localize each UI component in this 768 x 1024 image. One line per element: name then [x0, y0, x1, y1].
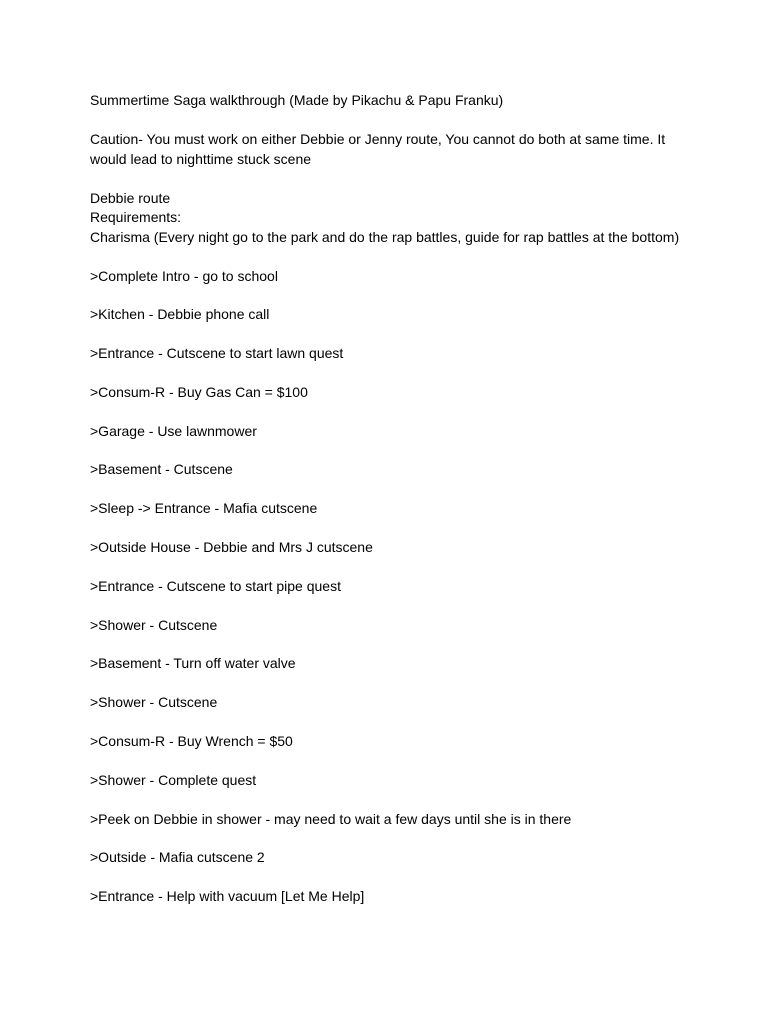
list-item: >Entrance - Cutscene to start pipe quest — [90, 577, 341, 594]
list-item: >Consum-R - Buy Wrench = $50 — [90, 733, 293, 750]
list-item: >Complete Intro - go to school — [90, 267, 278, 284]
caution-note: Caution- You must work on either Debbie or Jenny route, You cannot do both at same time. It would lead to nighttime stuck scene — [90, 131, 666, 167]
list-item: >Outside - Mafia cutscene 2 — [90, 849, 265, 866]
list-item: >Entrance - Cutscene to start lawn quest — [90, 345, 344, 362]
requirements-label: Requirements: — [90, 209, 182, 225]
list-item: >Garage - Use lawnmower — [90, 422, 257, 439]
document-title: Summertime Saga walkthrough (Made by Pikachu & Papu Franku) — [90, 92, 504, 108]
steps-list — [90, 267, 680, 907]
list-item: >Shower - Cutscene — [90, 616, 218, 633]
list-item: >Basement - Cutscene — [90, 461, 233, 478]
list-item: >Outside House - Debbie and Mrs J cutscene — [90, 539, 373, 556]
requirement-text: Charisma (Every night go to the park and do the rap battles, guide for rap battles at the bottom) — [90, 228, 680, 245]
list-item: >Peek on Debbie in shower - may need to wait a few days until she is in there — [90, 810, 572, 827]
list-item: >Kitchen - Debbie phone call — [90, 306, 270, 323]
list-item: >Basement - Turn off water valve — [90, 655, 296, 672]
list-item: >Shower - Cutscene — [90, 694, 218, 711]
list-item: >Sleep -> Entrance - Mafia cutscene — [90, 500, 318, 517]
route-section — [90, 189, 680, 248]
list-item: >Entrance - Help with vacuum [Let Me Help] — [90, 888, 365, 905]
list-item: >Consum-R - Buy Gas Can = $100 — [90, 383, 308, 400]
route-heading: Debbie route — [90, 189, 171, 206]
list-item: >Shower - Complete quest — [90, 771, 257, 788]
document-page — [90, 91, 680, 926]
